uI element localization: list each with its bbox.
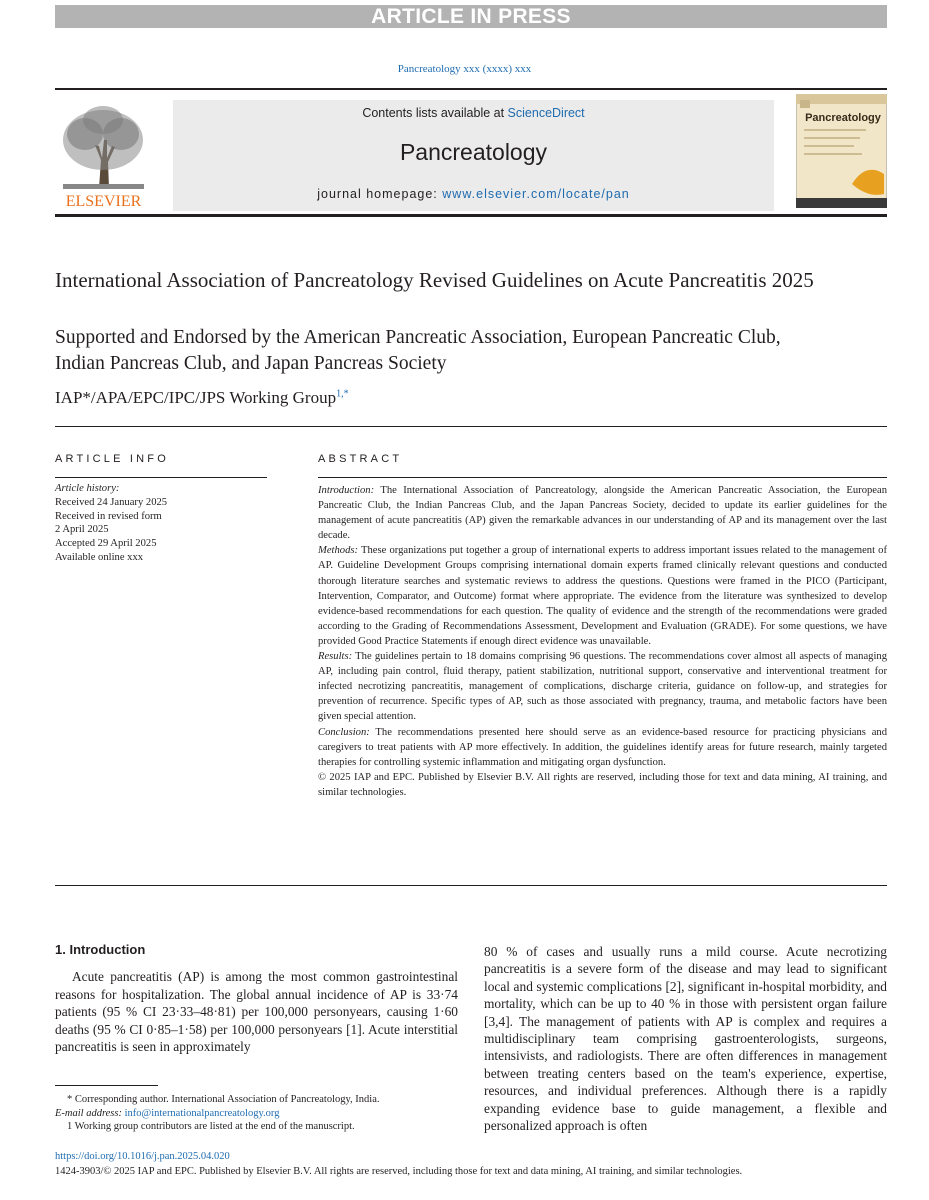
- body-column-left: [55, 941, 458, 1055]
- history-label: Article history:: [55, 483, 120, 494]
- abstract-methods: [318, 543, 887, 649]
- contents-line: [173, 106, 774, 120]
- results-text: The guidelines pertain to 18 domains comprising 96 questions. The recommendations cover almost all aspects of managing AP, including pain control, fluid therapy, patient stabilization, nutritional support, conservative and interventional treatment for infected necrotizing pancreatitis, management of complications, discharge criteria, guidance on follow-up, and strategies for prevention of recurrence. Specific types of AP, such as those associated with pregnancy, trauma, and metabolic factors have been given special attention.: [318, 651, 887, 723]
- abstract-results: [318, 649, 887, 724]
- contents-prefix: Contents lists available at: [362, 106, 508, 120]
- results-label: Results:: [318, 651, 353, 663]
- intro-text: The International Association of Pancreatology, alongside the American Pancreatic Association, the European Pancreatic Club, the Indian Pancreas Club, and the Japan Pancreas Society, decided to update its earlier guidelines for the management of acute pancreatitis (AP) given the remarkable advances in our understanding of AP and its management over the last decade.: [318, 485, 887, 542]
- journal-homepage-line: [173, 187, 774, 201]
- article-subtitle: Supported and Endorsed by the American Pancreatic Association, European Pancreatic Club, Indian Pancreas Club, and Japan Pancreas Society: [55, 327, 781, 374]
- intro-label: Introduction:: [318, 485, 375, 496]
- footnote-rule: [55, 1085, 158, 1086]
- article-history: [55, 482, 265, 565]
- cover-title: Pancreatology: [805, 112, 881, 124]
- rights-statement: 1424-3903/© 2025 IAP and EPC. Published by Elsevier B.V. All rights are reserved, including those for text and data mining, AI training, and similar technologies.: [55, 1165, 743, 1177]
- history-item: 2 April 2025: [55, 524, 109, 536]
- email-label: E-mail address:: [55, 1107, 125, 1119]
- history-item: Received 24 January 2025: [55, 496, 168, 508]
- header-divider: [55, 426, 887, 427]
- abstract-rule: [318, 477, 887, 478]
- journal-citation-link[interactable]: Pancreatology xxx (xxxx) xxx: [397, 63, 532, 75]
- elsevier-wordmark: ELSEVIER: [65, 193, 142, 210]
- methods-label: Methods:: [318, 545, 359, 557]
- abstract-conclusion: [318, 725, 887, 770]
- article-in-press-banner: ARTICLE IN PRESS: [55, 5, 887, 28]
- article-info-rule: [55, 477, 267, 478]
- email-link[interactable]: info@internationalpancreatology.org: [124, 1107, 280, 1119]
- conclusion-text: The recommendations presented here should serve as an evidence-based resource for practicing physicians and caregivers to treat patients with AP more effectively. In addition, the guidelines identify areas for future research, mainly targeted therapies for controlling systemic inflammation and mitigating organ dysfunction.: [318, 726, 887, 768]
- top-rule: [55, 88, 887, 90]
- article-info-heading: ARTICLE INFO: [55, 453, 169, 465]
- journal-masthead: [173, 100, 774, 211]
- elsevier-tree-icon: [55, 100, 152, 210]
- author-line: [55, 388, 349, 408]
- abstract-introduction: [318, 483, 887, 543]
- author-footnote-marks[interactable]: 1,*: [336, 388, 349, 400]
- methods-text: These organizations put together a group of international experts to address important issues related to the management of AP. Guideline Development Groups comprising international domain experts framed clinically relevant questions and conducted thorough literature searches and systematic reviews to address the questions. Questions were framed in the PICO (Participant, Intervention, Comparator, and Outcome) format where appropriate. The evidence from the literature was synthesized to develop evidence-based recommendations for each question. The quality of evidence and the strength of the recommendations were graded according to the Grading of Recommendations Assessment, Development and Evaluation (GRADE). For some questions, we have provided Good Practice Statements if enough direct evidence was unavailable.: [318, 545, 887, 647]
- email-note: [55, 1107, 475, 1121]
- abstract-body: [318, 483, 887, 800]
- introduction-paragraph: Acute pancreatitis (AP) is among the most common gastrointestinal reasons for hospitalization. The global annual incidence of AP is 33·74 patients (95 % CI 23·33–48·81) per 100,000 personyears, causing 1·60 deaths (95 % CI 0·85–1·58) per 100,000 personyears [1]. Acute interstitial pancreatitis is seen in approximately: [55, 969, 458, 1055]
- history-item: Available online xxx: [55, 551, 144, 563]
- abstract-heading: ABSTRACT: [318, 453, 403, 465]
- journal-name: Pancreatology: [399, 139, 548, 165]
- introduction-continued: 80 % of cases and usually runs a mild course. Acute necrotizing pancreatitis is a severe form of the disease and may lead to significant local and systemic complications [2], significant in-hospital morbidity, and mortality, which can be up to 40 % in those with persistent organ failure [3,4]. The management of patients with AP is complex and requires a multidisciplinary team comprising gastroenterologists, surgeons, intensivists, and radiologists. There are often differences in management between treating centers based on the team's experience, expertise, resources, and individual preferences. Although there is a rapidly expanding evidence base to guide management, a flexible and personalized approach is often: [484, 944, 887, 1134]
- history-item: Received in revised form: [55, 510, 162, 522]
- doi-link[interactable]: https://doi.org/10.1016/j.pan.2025.04.020: [55, 1151, 230, 1162]
- corresponding-author-note: * Corresponding author. International Association of Pancreatology, India.: [67, 1094, 380, 1105]
- working-group-note: 1 Working group contributors are listed at the end of the manuscript.: [67, 1121, 355, 1132]
- journal-cover-thumbnail[interactable]: [796, 94, 887, 208]
- homepage-label: journal homepage:: [317, 187, 443, 201]
- authors: IAP*/APA/EPC/IPC/JPS Working Group: [55, 388, 337, 407]
- abstract-copyright: © 2025 IAP and EPC. Published by Elsevier B.V. All rights are reserved, including those for text and data mining, AI training, and similar technologies.: [318, 771, 887, 798]
- journal-cover-image: [796, 94, 887, 208]
- conclusion-label: Conclusion:: [318, 726, 370, 738]
- masthead-rule: [55, 214, 887, 217]
- history-item: Accepted 29 April 2025: [55, 538, 157, 550]
- homepage-link[interactable]: www.elsevier.com/locate/pan: [442, 187, 630, 201]
- elsevier-logo[interactable]: [55, 100, 152, 210]
- article-title: International Association of Pancreatology Revised Guidelines on Acute Pancreatitis 2025: [55, 268, 814, 292]
- abstract-end-rule: [55, 885, 887, 886]
- introduction-heading: 1. Introduction: [55, 942, 146, 957]
- sciencedirect-link[interactable]: ScienceDirect: [507, 106, 585, 120]
- footnotes: [55, 1093, 475, 1134]
- body-column-right: [484, 943, 887, 1134]
- page-footer: [55, 1150, 887, 1179]
